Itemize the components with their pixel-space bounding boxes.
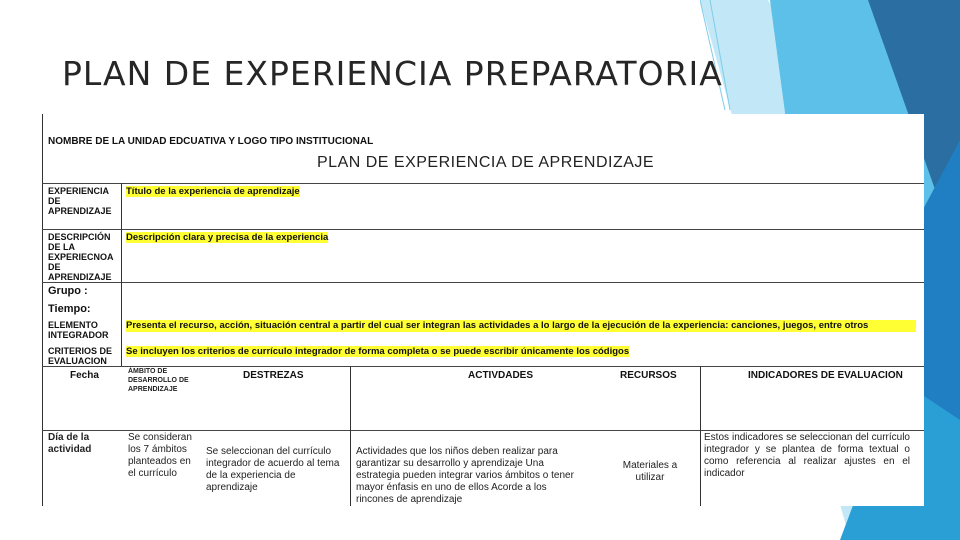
divider [42,430,924,431]
table-cell: Estos indicadores se seleccionan del currículo integrador y se plantea de forma textual o como referencia al realizar ajustes en el indicador [704,432,910,479]
row-label: Grupo : [48,285,88,297]
table-cell: Materiales a utilizar [622,460,678,483]
row-label: EXPERIENCIA DE APRENDIZAJE [48,186,112,216]
table-header: ACTIVDADES [468,370,534,381]
col-divider [700,366,701,506]
row-label: CRITERIOS DE EVALUACION [48,346,113,366]
left-border [42,114,43,506]
institution-header: NOMBRE DE LA UNIDAD EDCUATIVA Y LOGO TIPO INSTITUCIONAL [48,136,374,147]
slide-title: PLAN DE EXPERIENCIA PREPARATORIA [62,54,723,93]
table-cell: Actividades que los niños deben realizar para garantizar su desarrollo y aprendizaje Una estrategia pueden integrar varios ámbitos o tener mayor énfasis en uno de ellos Acorde a los rincones de aprendizaje [356,446,574,505]
divider [42,229,924,230]
row-value: Descripción clara y precisa de la experiencia [126,232,329,243]
row-label: ELEMENTO INTEGRADOR [48,320,109,340]
table-cell: Se seleccionan del currículo integrador de acuerdo al tema de la experiencia de aprendizaje [206,446,340,493]
table-header: DESTREZAS [243,370,304,381]
table-header: Fecha [70,370,99,381]
col-divider [350,366,351,506]
table-cell: Se consideran los 7 ámbitos planteados en el currículo [128,432,192,479]
row-value: Presenta el recurso, acción, situación central a partir del cual ser integran las actividades a lo largo de la ejecución de la experiencia: canciones, juegos, entre otros [126,320,916,332]
table-header: ÁMBITO DE DESARROLLO DE APRENDIZAJE [128,368,189,393]
divider [42,183,924,184]
document-title: PLAN DE EXPERIENCIA DE APRENDIZAJE [317,154,655,171]
row-value: Se incluyen los criterios de currículo integrador de forma completa o se puede escribir únicamente los códigos [126,346,630,357]
table-cell: Día de la actividad [48,432,92,455]
row-value: Título de la experiencia de aprendizaje [126,186,300,197]
table-header: INDICADORES DE EVALUACION [748,370,903,381]
divider [42,282,924,283]
table-header: RECURSOS [620,370,677,381]
row-label: DESCRIPCIÓN DE LA EXPERIECNOA DE APRENDIZAJE [48,232,114,282]
row-label: Tiempo: [48,303,91,315]
col-divider [121,183,122,366]
document-image [40,114,924,506]
